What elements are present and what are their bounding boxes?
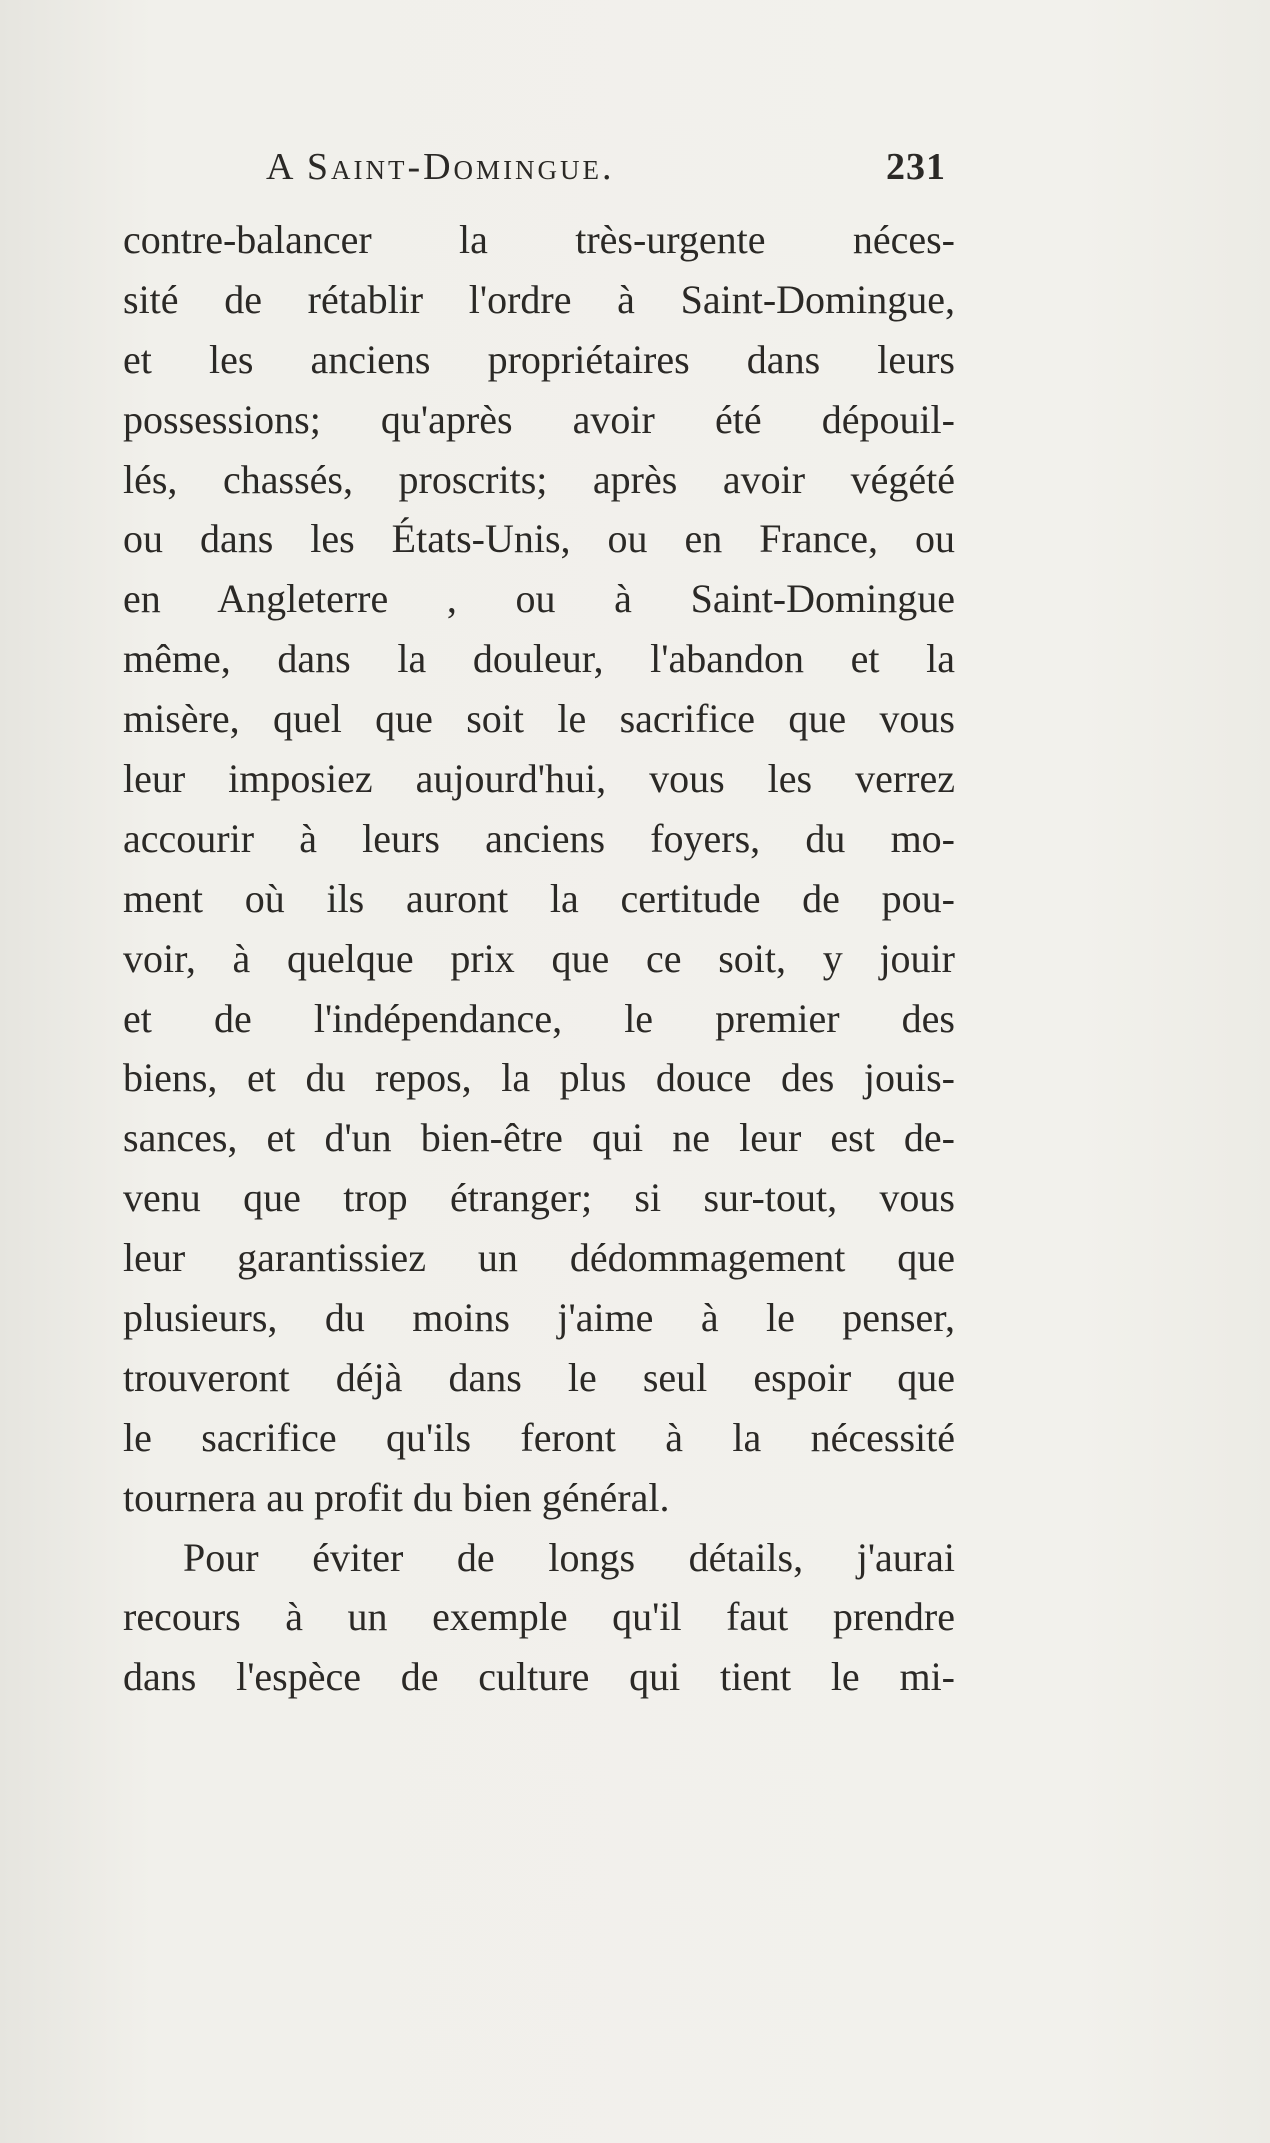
text-line: même, dans la douleur, l'abandon et la — [123, 636, 955, 682]
text-line: lés, chassés, proscrits; après avoir végété — [123, 456, 955, 502]
text-line: dans l'espèce de culture qui tient le mi- — [123, 1654, 955, 1700]
text-line: trouveront déjà dans le seul espoir que — [123, 1354, 955, 1400]
running-title: A Saint-Domingue. — [266, 146, 615, 188]
body-text — [123, 210, 955, 1707]
text-line: contre-balancer la très-urgente néces- — [123, 217, 955, 262]
paragraph-end-line: tournera au profit du bien général. — [123, 1474, 670, 1520]
text-line: possessions; qu'après avoir été dépouil- — [123, 396, 955, 442]
text-line: accourir à leurs anciens foyers, du mo- — [123, 815, 955, 861]
text-line: en Angleterre , ou à Saint-Domingue — [123, 576, 955, 622]
text-line: sité de rétablir l'ordre à Saint-Domingue, — [123, 276, 955, 322]
text-line: sances, et d'un bien-être qui ne leur est de- — [123, 1115, 955, 1161]
text-line: et de l'indépendance, le premier des — [123, 995, 955, 1041]
text-line: leur garantissiez un dédommagement que — [123, 1235, 955, 1281]
paragraph-start-line: Pour éviter de longs détails, j'aurai — [183, 1534, 955, 1580]
text-line: voir, à quelque prix que ce soit, y jouir — [123, 935, 955, 981]
text-line: ou dans les États-Unis, ou en France, ou — [123, 516, 955, 562]
text-line: plusieurs, du moins j'aime à le penser, — [123, 1295, 955, 1341]
text-line: ment où ils auront la certitude de pou- — [123, 875, 955, 921]
text-line: venu que trop étranger; si sur-tout, vous — [123, 1175, 955, 1221]
text-line: leur imposiez aujourd'hui, vous les verrez — [123, 756, 955, 802]
text-line: recours à un exemple qu'il faut prendre — [123, 1594, 955, 1640]
page-number: 231 — [886, 146, 946, 188]
text-line: misère, quel que soit le sacrifice que vous — [123, 696, 955, 742]
text-line: et les anciens propriétaires dans leurs — [123, 336, 955, 382]
running-header — [266, 145, 946, 195]
text-line: biens, et du repos, la plus douce des jouis- — [123, 1055, 955, 1101]
text-line: le sacrifice qu'ils feront à la nécessité — [123, 1414, 955, 1460]
